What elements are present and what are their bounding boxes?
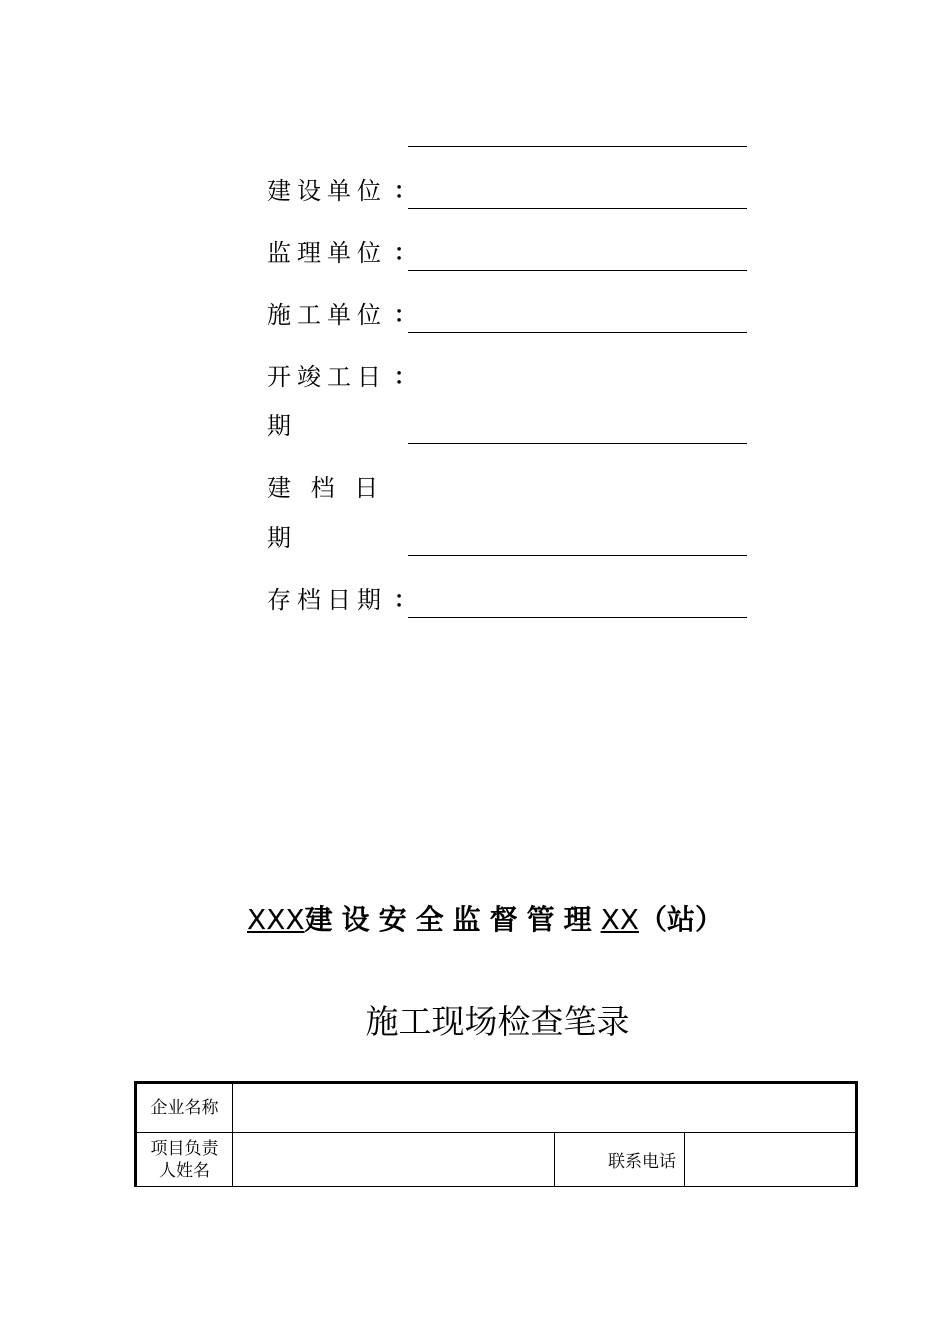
field-line-contractor-unit[interactable]	[408, 332, 747, 333]
form-line-top	[408, 146, 747, 147]
field-colon: ：	[394, 364, 417, 390]
org-title-middle: 建设安全监督管理	[304, 903, 601, 936]
org-title-suffix: （站）	[638, 903, 723, 936]
org-title-prefix: XXX	[247, 903, 305, 936]
field-colon: ：	[394, 178, 417, 204]
project-manager-label: 项目负责人姓名	[136, 1133, 233, 1187]
field-label-start-end-date: 开竣工日	[267, 363, 387, 391]
field-line-start-end-date[interactable]	[408, 443, 747, 444]
field-label-filing-date: 建 档 日	[267, 474, 385, 502]
field-colon: ：	[394, 240, 417, 266]
field-line-supervision-unit[interactable]	[408, 270, 747, 271]
table-row	[136, 1083, 857, 1133]
field-line-filing-date[interactable]	[408, 555, 747, 556]
contact-phone-label: 联系电话	[555, 1133, 685, 1187]
field-label-contractor-unit: 施工单位	[267, 301, 387, 329]
field-label-supervision-unit: 监理单位	[267, 239, 387, 267]
field-colon: ：	[394, 302, 417, 328]
table-row	[136, 1133, 857, 1187]
field-line-construction-unit[interactable]	[408, 208, 747, 209]
field-label-construction-unit: 建设单位	[267, 177, 387, 205]
field-colon: ：	[394, 587, 417, 613]
organization-title	[0, 898, 950, 938]
field-label-start-end-date-cont: 期	[267, 412, 297, 440]
org-title-mid2: XX	[600, 903, 639, 936]
field-line-archive-date[interactable]	[408, 617, 747, 618]
field-label-filing-date-cont: 期	[267, 524, 297, 552]
field-label-archive-date: 存档日期	[267, 586, 387, 614]
contact-phone-field[interactable]	[685, 1133, 857, 1187]
project-manager-field[interactable]	[233, 1133, 555, 1187]
document-title: 施工现场检查笔录	[365, 1002, 630, 1041]
company-name-label: 企业名称	[136, 1083, 233, 1133]
company-name-field[interactable]	[233, 1083, 857, 1133]
info-table	[134, 1081, 858, 1187]
